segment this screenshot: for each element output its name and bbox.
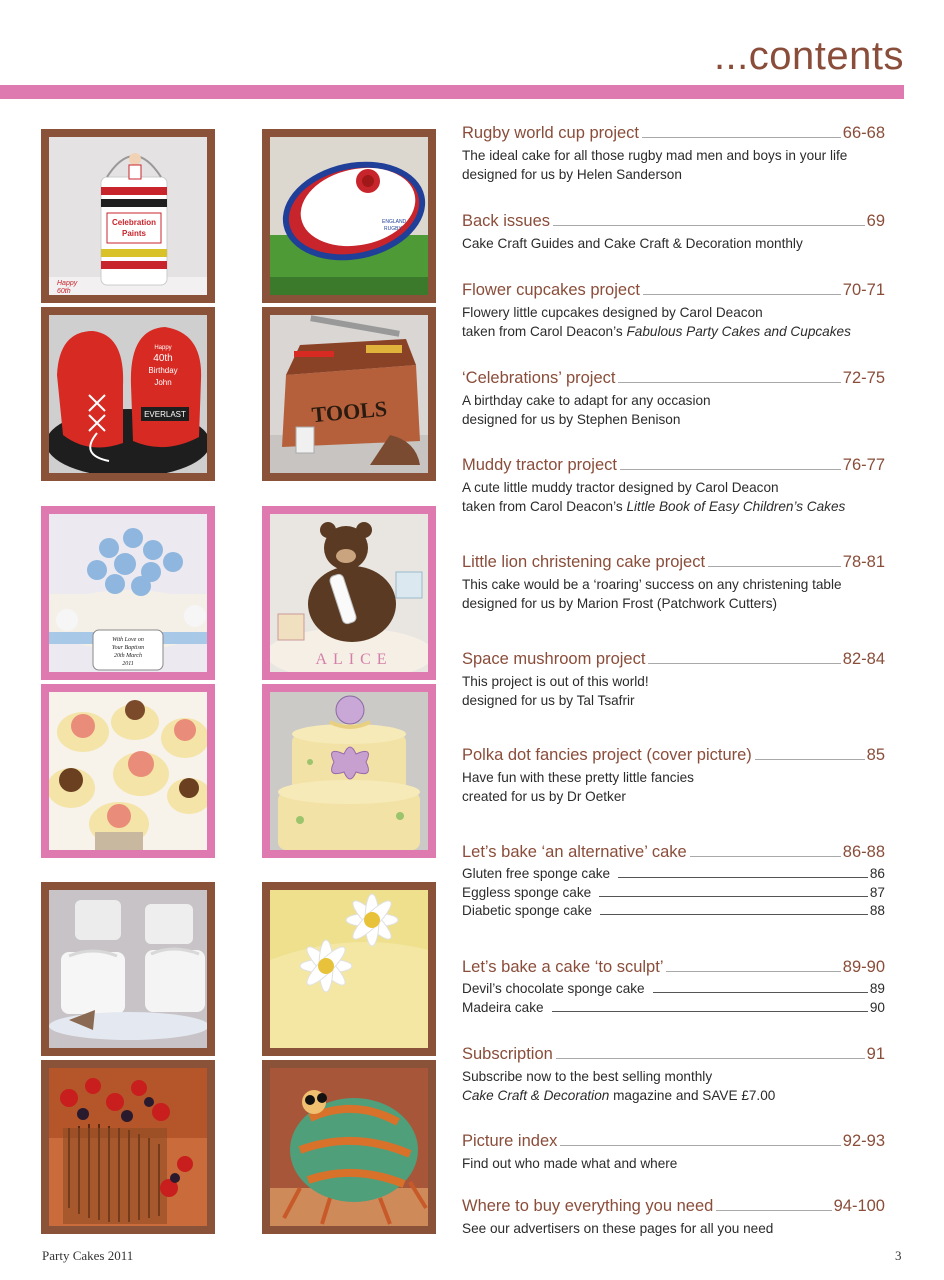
- sub-entry-label: Eggless sponge cake: [462, 884, 592, 900]
- toc-entry-muddy-tractor[interactable]: [462, 456, 885, 516]
- tools-box-cake-photo: [262, 307, 436, 481]
- board-text-1: Happy: [57, 280, 78, 287]
- toc-entry-space-mushroom[interactable]: [462, 650, 885, 710]
- sub-entry-page: 86: [869, 866, 885, 881]
- toc-sub-entry[interactable]: [462, 980, 885, 999]
- toc-entry-pages: 91: [866, 1045, 885, 1063]
- plaque-text-3: 20th March: [114, 653, 142, 659]
- toc-entry-title: Polka dot fancies project (cover picture): [462, 746, 752, 764]
- toc-entry-pages: 70-71: [842, 281, 885, 299]
- dot-leader: [642, 136, 841, 138]
- snail-butterfly-tiered-cake-photo: [262, 684, 436, 858]
- leader-line: [552, 1010, 868, 1012]
- toc-entry-title: Flower cupcakes project: [462, 281, 640, 299]
- tools-box-text: TOOLS: [310, 395, 389, 428]
- tin-sign-line-1: Celebration: [111, 218, 157, 227]
- footer-publication: Party Cakes 2011: [42, 1248, 134, 1263]
- toc-entry-desc: designed for us by Stephen Benison: [462, 412, 681, 427]
- toc-entry-desc: Find out who made what and where: [462, 1156, 678, 1171]
- teddy-bear-alice-cake-photo: [262, 506, 436, 680]
- leader-line: [599, 895, 868, 897]
- sub-entry-label: Diabetic sponge cake: [462, 903, 592, 918]
- sub-entry-page: 90: [869, 999, 885, 1015]
- plaque-text-2: Your Baptism: [111, 645, 145, 651]
- toc-entry-desc: This project is out of this world!: [462, 674, 649, 689]
- toc-entry-desc: This cake would be a ‘roaring’ success on any christening table: [462, 577, 842, 592]
- leader-line: [653, 991, 868, 993]
- glove-text-3: Birthday: [148, 366, 178, 375]
- toc-entry-desc: A birthday cake to adapt for any occasion: [462, 393, 711, 408]
- toc-entry-pages: 76-77: [842, 456, 885, 474]
- toc-entry-celebrations[interactable]: [462, 369, 885, 429]
- toc-entry-title: Subscription: [462, 1045, 553, 1063]
- page-title: ...contents: [713, 34, 904, 78]
- toc-entry-title: Back issues: [462, 212, 551, 230]
- toc-sub-entry[interactable]: [462, 999, 885, 1018]
- glove-text-1: Happy: [154, 345, 172, 351]
- toc-entry-pages: 94-100: [833, 1197, 885, 1215]
- dot-leader: [666, 970, 840, 972]
- toc-entry-desc: created for us by Dr Oetker: [462, 789, 626, 804]
- toc-entry-title: Let’s bake ‘an alternative’ cake: [462, 843, 687, 861]
- boxing-gloves-cake-photo: [41, 307, 215, 481]
- toc-entry-desc: Have fun with these pretty little fancies: [462, 770, 694, 785]
- toc-entry-desc: See our advertisers on these pages for all you need: [462, 1221, 774, 1236]
- toc-entry-pages: 82-84: [842, 650, 885, 668]
- toc-entry-pages: 92-93: [842, 1132, 885, 1150]
- toc-entry-desc: designed for us by Tal Tsafrir: [462, 693, 635, 708]
- ball-text-1: ENGLAND: [382, 219, 407, 225]
- teddy-bears-christening-cake-photo: [41, 506, 215, 680]
- dot-leader: [708, 565, 841, 567]
- toc-entry-title: Rugby world cup project: [462, 124, 640, 142]
- magazine-title: Cake Craft & Decoration: [462, 1088, 610, 1103]
- toc-entry-where-to-buy[interactable]: [462, 1197, 885, 1238]
- toc-entry-desc: designed for us by Marion Frost (Patchwork Cutters): [462, 596, 778, 611]
- dot-leader: [648, 662, 840, 664]
- toc-entry-desc: magazine and SAVE £7.00: [609, 1088, 776, 1103]
- toc-entry-flower-cupcakes[interactable]: [462, 281, 885, 341]
- dot-leader: [755, 758, 865, 760]
- cake-name-text: ALICE: [315, 651, 393, 668]
- sub-entry-page: 88: [869, 903, 885, 918]
- footer-page-number: 3: [895, 1248, 902, 1263]
- toc-entry-pages: 86-88: [842, 843, 885, 861]
- toc-entry-alternative-cake[interactable]: [462, 843, 885, 921]
- toc-entry-subscription[interactable]: [462, 1045, 885, 1105]
- toc-sub-entry[interactable]: [462, 865, 885, 884]
- bug-cake-photo: [262, 1060, 436, 1234]
- toc-entry-back-issues[interactable]: [462, 212, 885, 253]
- sub-entry-label: Madeira cake: [462, 999, 544, 1015]
- daisy-cake-photo: [262, 882, 436, 1056]
- toc-entry-picture-index[interactable]: [462, 1132, 885, 1173]
- glove-brand: EVERLAST: [144, 410, 186, 419]
- toc-entry-desc: designed for us by Helen Sanderson: [462, 167, 682, 182]
- toc-sub-entry[interactable]: [462, 902, 885, 921]
- toc-entry-pages: 66-68: [842, 124, 885, 142]
- white-fancies-photo: [41, 882, 215, 1056]
- dot-leader: [620, 468, 841, 470]
- sub-entry-page: 89: [869, 981, 885, 996]
- board-text-2: 60th: [57, 288, 71, 295]
- dot-leader: [560, 1144, 840, 1146]
- toc-entry-pages: 85: [866, 746, 885, 764]
- toc-entry-pages: 78-81: [842, 553, 885, 571]
- sub-entry-label: Gluten free sponge cake: [462, 866, 611, 881]
- toc-entry-title: Space mushroom project: [462, 650, 646, 668]
- chocolate-fruit-cake-photo: [41, 1060, 215, 1234]
- toc-sub-entry[interactable]: [462, 884, 885, 903]
- dot-leader: [716, 1209, 831, 1211]
- toc-entry-title: ‘Celebrations’ project: [462, 369, 616, 387]
- tin-sign-line-2: Paints: [121, 229, 147, 238]
- ball-text-2: RUGBY: [384, 226, 402, 232]
- toc-entry-pages: 72-75: [842, 369, 885, 387]
- toc-entry-title: Let’s bake a cake ‘to sculpt’: [462, 958, 664, 976]
- toc-entry-desc: Subscribe now to the best selling monthly: [462, 1069, 713, 1084]
- book-title: Little Book of Easy Children’s Cakes: [626, 499, 846, 514]
- dot-leader: [553, 224, 865, 226]
- toc-entry-pages: 69: [866, 212, 885, 230]
- animal-cupcakes-photo: [41, 684, 215, 858]
- rugby-ball-cake-photo: [262, 129, 436, 303]
- sub-entry-page: 87: [869, 884, 885, 900]
- toc-entry-desc: Cake Craft Guides and Cake Craft & Decoration monthly: [462, 236, 803, 251]
- plaque-text-4: 2011: [122, 661, 134, 667]
- leader-line: [618, 876, 868, 878]
- toc-entry-title: Muddy tractor project: [462, 456, 617, 474]
- toc-entry-desc: Flowery little cupcakes designed by Carol Deacon: [462, 305, 763, 320]
- dot-leader: [643, 293, 841, 295]
- header-accent-bar: [0, 85, 904, 99]
- toc-entry-sculpt-cake[interactable]: [462, 958, 885, 1017]
- glove-text-4: John: [154, 378, 172, 387]
- plaque-text-1: With Love on: [112, 637, 144, 643]
- toc-entry-pages: 89-90: [842, 958, 885, 976]
- dot-leader: [556, 1057, 865, 1059]
- book-title: Fabulous Party Cakes and Cupcakes: [626, 324, 851, 339]
- celebration-paint-tin-cake-photo: [41, 129, 215, 303]
- toc-entry-little-lion[interactable]: [462, 553, 885, 613]
- dot-leader: [618, 381, 840, 383]
- toc-entry-desc: taken from Carol Deacon’s: [462, 499, 627, 514]
- toc-entry-desc: The ideal cake for all those rugby mad men and boys in your life: [462, 148, 848, 163]
- toc-entry-title: Where to buy everything you need: [462, 1197, 714, 1215]
- toc-entry-desc: taken from Carol Deacon’s: [462, 324, 627, 339]
- toc-entry-title: Little lion christening cake project: [462, 553, 706, 571]
- toc-entry-rugby[interactable]: [462, 124, 885, 184]
- toc-entry-desc: A cute little muddy tractor designed by Carol Deacon: [462, 480, 779, 495]
- dot-leader: [690, 855, 841, 857]
- toc-entry-polka-dot[interactable]: [462, 746, 885, 806]
- glove-text-2: 40th: [153, 353, 173, 364]
- toc-entry-title: Picture index: [462, 1132, 558, 1150]
- sub-entry-label: Devil’s chocolate sponge cake: [462, 981, 645, 996]
- leader-line: [600, 913, 868, 915]
